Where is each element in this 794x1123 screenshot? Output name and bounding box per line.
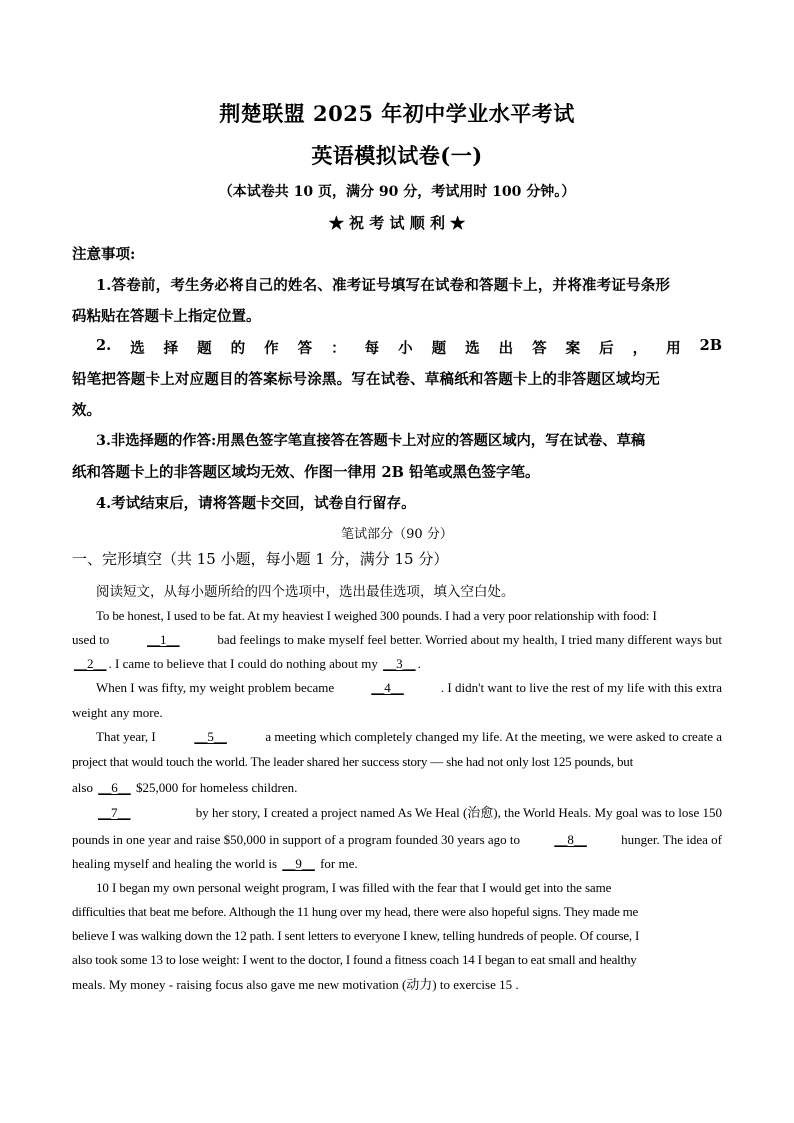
- passage-text: . I came to believe that I could do nothing about my: [108, 656, 378, 671]
- notice-item-2-word: 答: [532, 340, 547, 357]
- passage-line: meals. My money - raising focus also gave me new motivation (动力) to exercise 15 .: [72, 977, 519, 992]
- passage-line: difficulties that beat me before. Although the 11 hung over my head, there were also hopeful signs. They made me: [72, 904, 638, 919]
- section-1-instruction: 阅读短文，从每小题所给的四个选项中，选出最佳选项，填入空白处。: [96, 584, 515, 600]
- notice-item-1-line-1: 1.答卷前，考生务必将自己的姓名、准考证号填写在试卷和答题卡上，并将准考证号条形: [96, 277, 671, 294]
- notice-item-1-line-2: 码粘贴在答题卡上指定位置。: [72, 308, 261, 325]
- passage-line: project that would touch the world. The leader shared her success story — she had not only lost 125 pounds, but: [72, 754, 633, 769]
- cloze-blank-2: __2__: [74, 656, 107, 671]
- cloze-blank-6: __6__: [98, 780, 131, 795]
- passage-text: . I didn't want to live the rest of my life with this extra: [440, 680, 722, 695]
- exam-info: （本试卷共 10 页，满分 90 分，考试用时 100 分钟。）: [218, 184, 576, 200]
- passage-line: [72, 780, 722, 796]
- passage-line: [72, 856, 722, 872]
- passage-text: bad feelings to make myself feel better. Worried about my health, I tried many different ways but: [217, 632, 722, 647]
- cloze-blank-4: __4__: [371, 680, 404, 695]
- notice-item-2-word: 用: [666, 340, 681, 357]
- passage-text: pounds in one year and raise $50,000 in support of a program founded 30 years ago to: [72, 832, 521, 847]
- passage-line: [96, 729, 722, 745]
- passage-text: by her story, I created a project named As We Heal (治愈), the World Heals. My goal was to lose 150: [195, 805, 722, 820]
- passage-text: hunger. The idea of: [621, 832, 722, 847]
- passage-line: weight any more.: [72, 705, 163, 720]
- passage-text: That year, I: [96, 729, 156, 744]
- passage-text: When I was fifty, my weight problem became: [96, 680, 335, 695]
- notice-item-2-word: 出: [498, 340, 514, 357]
- section-1-heading: 一、完形填空（共 15 小题，每小题 1 分，满分 15 分）: [72, 550, 449, 568]
- notice-item-2-word: 选: [465, 340, 480, 357]
- notice-item-2-word: 作: [264, 340, 279, 357]
- passage-line: [72, 632, 722, 648]
- notice-item-2-line-1: [96, 337, 722, 358]
- notice-item-2-word: 2.: [96, 337, 112, 354]
- passage-line: [96, 805, 722, 821]
- notice-item-2-word: ：: [331, 340, 346, 357]
- passage-text: a meeting which completely changed my life. At the meeting, we were asked to create a: [265, 729, 722, 744]
- cloze-blank-3: __3__: [383, 656, 416, 671]
- passage-line: 10 I began my own personal weight program, I was filled with the fear that I would get into the same: [96, 880, 612, 895]
- notice-item-2-word: 案: [565, 340, 581, 357]
- passage-line: [96, 680, 722, 696]
- notice-item-2-line-3: 效。: [72, 402, 101, 419]
- notice-item-2-line-2: 铅笔把答题卡上对应题目的答案标号涂黑。写在试卷、草稿纸和答题卡上的非答题区域均无: [72, 371, 660, 388]
- passage-text: healing myself and healing the world is: [72, 856, 278, 871]
- exam-title: 荆楚联盟 2025 年初中学业水平考试: [219, 101, 575, 126]
- passage-text: .: [417, 656, 421, 671]
- notice-item-2-word: 答: [297, 340, 313, 357]
- passage-line: [72, 656, 722, 672]
- passage-text: for me.: [320, 856, 358, 871]
- notice-item-2-word: 择: [163, 340, 179, 357]
- written-part-heading: 笔试部分（90 分）: [341, 527, 453, 542]
- cloze-blank-5: __5__: [194, 729, 227, 744]
- cloze-blank-7: __7__: [98, 805, 131, 820]
- notice-heading: 注意事项:: [72, 246, 136, 263]
- notice-item-2-word: 的: [230, 340, 246, 357]
- passage-text: $25,000 for homeless children.: [135, 780, 298, 795]
- notice-item-2-word: 2B: [699, 337, 722, 354]
- passage-line: also took some 13 to lose weight: I went to the doctor, I found a fitness coach 14 I began to eat small and healthy: [72, 952, 637, 967]
- exam-subtitle: 英语模拟试卷(一): [311, 143, 483, 168]
- notice-item-2-word: ，: [632, 340, 648, 357]
- notice-item-2-word: 每: [364, 340, 380, 357]
- notice-item-2-word: 题: [431, 340, 447, 357]
- notice-item-2-word: 题: [197, 340, 212, 357]
- notice-item-2-word: 选: [130, 340, 145, 357]
- cloze-blank-8: __8__: [554, 832, 587, 847]
- passage-line: To be honest, I used to be fat. At my heaviest I weighed 300 pounds. I had a very poor relationship with food: I: [96, 608, 657, 623]
- notice-item-3-line-2: 纸和答题卡上的非答题区域均无效、作图一律用 2B 铅笔或黑色签字笔。: [72, 464, 540, 481]
- notice-item-4: 4.考试结束后，请将答题卡交回，试卷自行留存。: [96, 495, 416, 512]
- passage-text: used to: [72, 632, 110, 647]
- passage-line: believe I was walking down the 12 path. I sent letters to everyone I knew, telling hundreds of people. Of course, I: [72, 928, 640, 943]
- notice-item-2-word: 小: [398, 340, 413, 357]
- good-luck-banner: ★ 祝 考 试 顺 利 ★: [328, 214, 466, 232]
- passage-line: [72, 832, 722, 848]
- cloze-blank-9: __9__: [282, 856, 315, 871]
- cloze-blank-1: __1__: [147, 632, 180, 647]
- passage-text: also: [72, 780, 93, 795]
- notice-item-3-line-1: 3.非选择题的作答:用黑色签字笔直接答在答题卡上对应的答题区域内，写在试卷、草稿: [96, 433, 646, 449]
- notice-item-2-word: 后: [599, 340, 614, 357]
